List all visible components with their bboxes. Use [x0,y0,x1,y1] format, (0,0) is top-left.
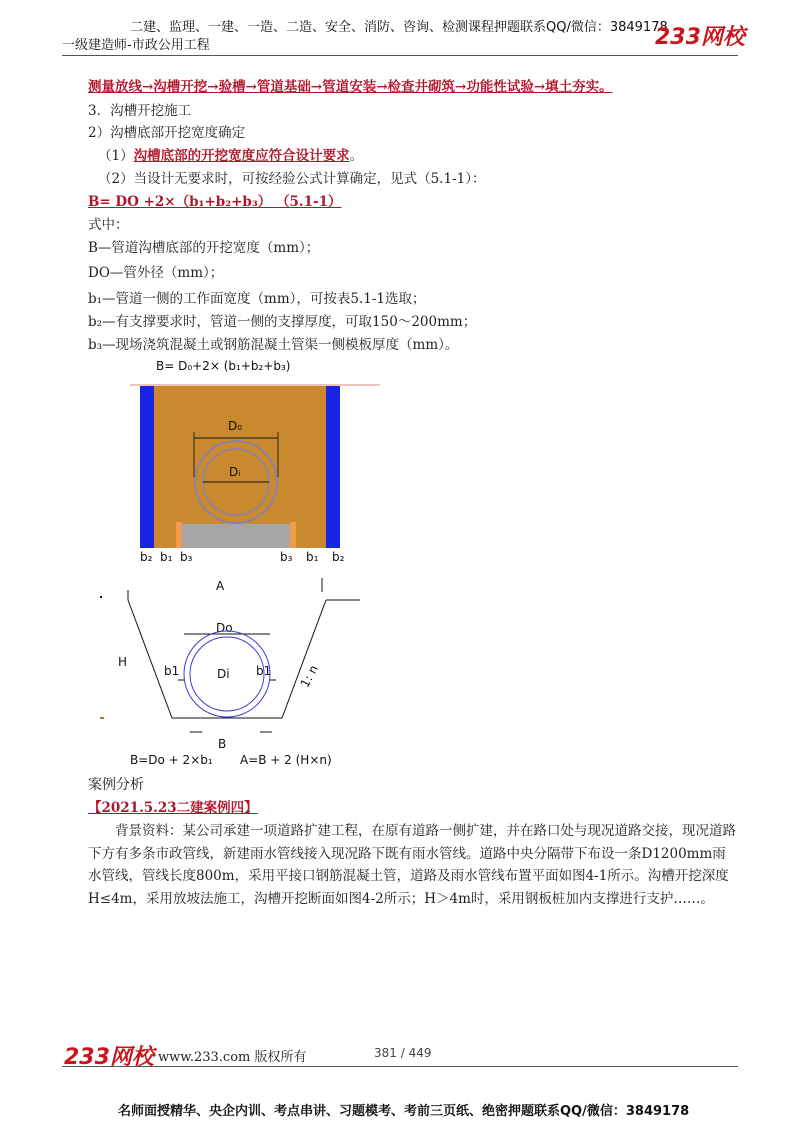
label-H: H [118,655,128,669]
definition-b2: b₂—有支撑要求时，管道一侧的支撑厚度，可取150～200mm； [88,314,477,330]
label-b3-right: b₃ [280,550,293,564]
sloped-trench-diagram [90,572,400,772]
definition-B: B—管道沟槽底部的开挖宽度（mm）； [88,240,320,256]
label-b1-right-2: b1 [256,664,272,678]
label-b1-left: b₁ [160,550,173,564]
label-b1-left-2: b1 [164,664,180,678]
figure1-formula: B= D₀+2× (b₁+b₂+b₃) [156,359,291,373]
subsection-title: 2）沟槽底部开挖宽度确定 [88,125,246,141]
right-formwork [290,522,296,548]
case-background: 背景资料：某公司承建一项道路扩建工程，在原有道路一侧扩建，并在路口处与现况道路交接，现况道路下方有多条市政管线，新建雨水管线接入现况路下既有雨水管线。道路中央分隔带下布设一条D1200mm雨水管线，管线长度800m，采用平接口钢筋混凝土管，道路及雨水管线布置平面如图4-1所示。沟槽开挖深度H≤4m，采用放坡法施工，沟槽开挖断面如图4-2所示；H＞4m时，采用钢板桩加内支撑进行支护……。 [88,823,736,907]
item-1 [98,147,363,165]
right-support [326,386,340,548]
section-title: 3．沟槽开挖施工 [88,103,192,119]
formula-A: A=B + 2 (H×n) [240,753,332,767]
left-support [140,386,154,548]
process-flow: 测量放线→沟槽开挖→验槽→管道基础→管道安装→检查井砌筑→功能性试验→填土夯实。 [88,79,613,95]
footer-site: www.233.com 版权所有 [158,1050,307,1065]
label-Di: Dᵢ [229,465,241,479]
header-subject: 一级建造师-市政公用工程 [62,38,210,53]
item-1-suffix: 。 [349,148,364,164]
label-b2-left: b₂ [140,550,153,564]
label-b2-right: b₂ [332,550,345,564]
right-slope [282,600,326,718]
footer-ad-line: 名师面授精华、央企内训、考点串讲、习题模考、考前三页纸、绝密押题联系QQ/微信：3849178 [118,1104,690,1119]
pipe-base [178,524,294,548]
left-slope [128,600,172,718]
label-Di-2: Di [217,667,230,681]
label-b1-right: b₁ [306,550,319,564]
formula-intro: 式中： [88,217,129,233]
label-Do: D₀ [228,419,243,433]
trench-support-diagram [90,352,390,567]
case-title: 【2021.5.23二建案例四】 [88,800,258,816]
case-heading: 案例分析 [88,777,144,793]
footer-logo: 233网校 [64,1045,154,1070]
item-1-emphasis: 沟槽底部的开挖宽度应符合设计要求 [133,148,350,164]
left-formwork [176,522,182,548]
label-A: A [216,579,225,593]
definition-Do: DO—管外径（mm）； [88,265,224,281]
definition-b1: b₁—管道一侧的工作面宽度（mm），可按表5.1-1选取； [88,291,426,307]
item-2: （2）当设计无要求时，可按经验公式计算确定，见式（5.1-1）： [98,171,486,187]
footer-divider [62,1066,738,1067]
label-b3-left: b₃ [180,550,193,564]
formula-B: B=Do + 2×b₁ [130,753,213,767]
page-number: 381 / 449 [374,1046,432,1060]
item-1-prefix: （1） [98,148,134,164]
label-slope: 1: n [297,662,321,690]
header-ad-line: 二建、监理、一建、一造、二造、安全、消防、咨询、检测课程押题联系QQ/微信：3849178 [130,20,668,35]
formula: B= DO +2×（b₁+b₂+b₃） （5.1-1） [88,194,342,210]
definition-b3: b₃—现场浇筑混凝土或钢筋混凝土管渠一侧模板厚度（mm）。 [88,337,459,353]
header-divider [62,55,738,56]
label-Do-2: Do [216,621,233,635]
header-logo: 233网校 [655,25,745,50]
label-B-2: B [218,737,227,751]
